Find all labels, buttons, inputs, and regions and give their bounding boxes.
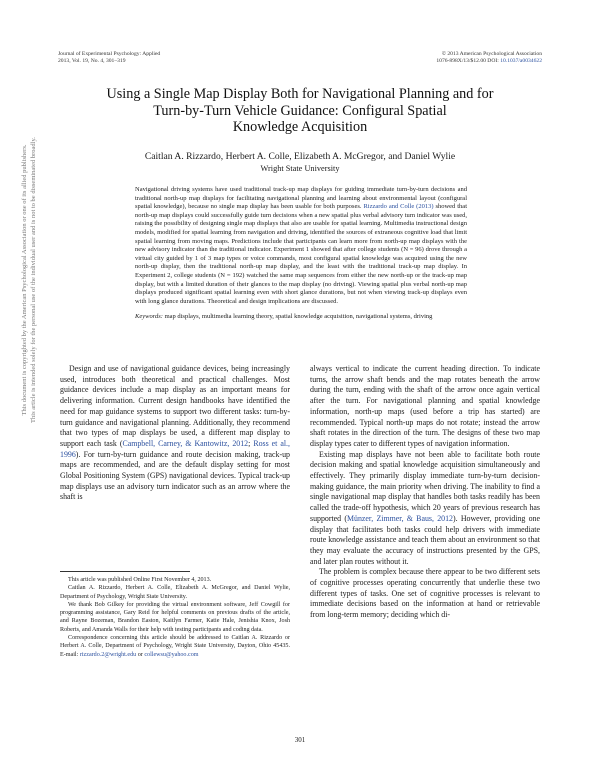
- title-line-2: Turn-by-Turn Vehicle Guidance: Configural Spatial: [153, 102, 447, 119]
- footnote-online: This article was published Online First November 4, 2013.: [68, 577, 212, 583]
- body-text: ;: [248, 438, 254, 448]
- body-paragraph: [310, 450, 540, 568]
- footnote-affiliation: Caitlan A. Rizzardo, Herbert A. Colle, Elizabeth A. McGregor, and Daniel Wylie, Department of Psychology, Wright State University.: [60, 585, 290, 600]
- journal-name: Journal of Experimental Psychology: Applied: [58, 51, 161, 57]
- copyright-side-notice: [20, 90, 38, 470]
- abstract-citation-link[interactable]: Rizzardo and Colle (2013): [363, 203, 434, 211]
- footnote-text: or: [136, 651, 145, 658]
- affiliation: Wright State University: [260, 164, 340, 173]
- page-number: 301: [294, 736, 306, 744]
- abstract-text-2: showed that north-up map displays could successfully guide turn decisions when a new spatial plus verbal advisory turn indicator was used, raising the possibility of designing single map displays that also are usable for spatial learning. Multimedia instructional design models, modified for spatial learning from navigation and driving, identified the sources of extraneous cognitive load that limit spatial learning from moving maps. Predictions include that participants can learn more from north-up map displays with the new advisory indicator than the traditional indicator. Experiment 1 showed that after college students (N = 96) drove through a virtual city guided by 1 of 3 map types or voice commands, most configural spatial knowledge was acquired using the new north-up display, then the traditional north-up map display, and the least with the traditional track-up map display. In Experiment 2, college students (N = 192) watched the same map sequences from either the new north-up or the track-up map display, but with a limited duration of their glances to the map display (no driving). Viewing spatial plus verbal north-up map displays produced significant spatial learning even with short glance durations, but not when viewing track-up displays even with long glance durations. Theoretical and design implications are discussed.: [135, 203, 467, 305]
- copyright-line: © 2013 American Psychological Association: [441, 51, 542, 57]
- side-notice-line-1: This document is copyrighted by the American Psychological Association or one of its allied publishers.: [21, 144, 28, 416]
- body-text: ). However, providing one display that facilitates both tasks could help drivers with immediate route knowledge assistance and teach them about an environment so that they may evaluate the accuracy of instructions presented by the GPS, and later plan routes without it.: [310, 513, 540, 566]
- footnote-correspondence: [60, 634, 290, 659]
- email-link[interactable]: collewsu@yahoo.com: [144, 651, 199, 658]
- body-paragraph: always vertical to indicate the current heading direction. To indicate turns, the arrow shaft bends and the map rotates beneath the arrow during the turn, ending with the shaft of the arrow once again vertical after the turn. For navigational planning and spatial knowledge information, north-up maps (used before a trip has started) are recommended. Typical north-up maps do not rotate; instead the arrow shaft rotates in the direction of the turn. The designs of these two map display types cater to different types of navigation information.: [310, 364, 540, 448]
- body-text: Existing map displays have not been able to facilitate both route decision making and spatial knowledge acquisition simultaneously and effectively. They primarily display immediate turn-by-turn decision-making guidance, the main priority when driving. The inability to find a single navigational map display that handles both tasks readily has been called the trade-off hypothesis, which 20 years of previous research has supported (: [310, 449, 540, 523]
- article-title: [60, 86, 540, 136]
- footnote-acknowledgments: We thank Bob Gilkey for providing the virtual environment software, Jeff Cowgill for programming assistance, Gary Reid for helpful comments on previous drafts of the article, and Rayne Bozeman, Brandon Easton, Kaitlyn Farmer, Katie Hale, Jenishia Knox, Josh Roberts, and Amanda Walls for their help with testing participants and coding data.: [60, 601, 290, 633]
- keywords: [135, 313, 467, 322]
- abstract: [135, 186, 467, 306]
- author-list: Caitlan A. Rizzardo, Herbert A. Colle, Elizabeth A. McGregor, and Daniel Wylie: [144, 151, 456, 162]
- doi-link[interactable]: 10.1037/a0034622: [500, 57, 542, 64]
- citation-link[interactable]: Münzer, Zimmer, & Baus, 2012: [347, 513, 453, 523]
- body-paragraph: [60, 364, 290, 503]
- keywords-text: map displays, multimedia learning theory, spatial knowledge acquisition, navigational systems, driving: [162, 313, 433, 320]
- body-text: Design and use of navigational guidance devices, being increasingly used, introduces both theoretical and practical challenges. Most guidance devices include a map display as an important means for delivering information. Current design handbooks have identified the need for map guidance systems to support two different tasks: turn-by-turn guidance and navigational planning. Additionally, they recommend that two types of map displays be used, a different map display to support each task (: [60, 364, 290, 448]
- abstract-text-1: Navigational driving systems have used traditional track-up map displays for guiding immediate turn-by-turn decisions and traditional north-up map displays for facilitating navigational planning and learning about environmental layout (configural spatial knowledge), because no single map display has been usable for both purposes.: [135, 186, 467, 211]
- footnote-text: Correspondence concerning this article should be addressed to Caitlan A. Rizzardo or Herbert A. Colle, Department of Psychology, Wright State University, Dayton, Ohio 45435. E-mail:: [60, 635, 290, 658]
- running-header-right: [322, 51, 542, 64]
- title-line-3: Knowledge Acquisition: [232, 119, 368, 135]
- journal-volume: 2013, Vol. 19, No. 4, 301–319: [58, 57, 126, 64]
- body-text: ). For turn-by-turn guidance and route decision making, track-up maps are recommended, and are the default display setting for most Global Positioning System (GPS) navigational devices. Typical track-up map displays use an advisory turn indicator such as an arrow where the shaft is: [60, 449, 290, 502]
- keywords-label: Keywords:: [135, 313, 163, 320]
- doi-line: [322, 58, 542, 65]
- citation-link[interactable]: Campbell, Carney, & Kantowitz, 2012: [122, 438, 249, 448]
- title-line-1: Using a Single Map Display Both for Navigational Planning and for: [106, 86, 494, 102]
- footnotes: [60, 576, 290, 659]
- issn-text: 1076-898X/13/$12.00 DOI:: [436, 57, 501, 64]
- running-header-left: [58, 51, 278, 64]
- body-column-left: [60, 364, 290, 503]
- email-link[interactable]: rizzardo.2@wright.edu: [79, 651, 137, 658]
- body-paragraph: The problem is complex because there appear to be two different sets of cognitive processes operating concurrently that underlie these two different types of tasks. One set of cognitive processes is relevant to immediate decisions based on the information at hand or retrievable from long-term memory; deciding which di-: [310, 567, 540, 620]
- footnote-rule: [60, 571, 190, 572]
- citation-link[interactable]: Ross et al., 1996: [60, 438, 290, 459]
- body-column-right: [310, 364, 540, 621]
- side-notice-line-2: This article is intended solely for the personal use of the individual user and is not to be disseminated broadly.: [30, 137, 37, 423]
